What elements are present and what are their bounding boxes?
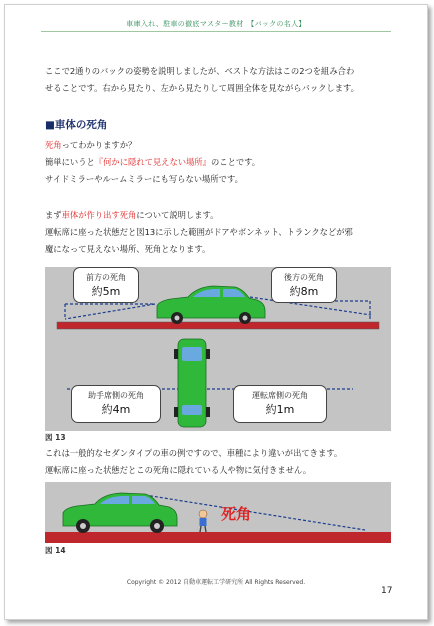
document-page: [4, 4, 428, 620]
note-line-1: これは一般的なセダンタイプの車の例ですので、車種により違いが出てきます。: [45, 448, 343, 458]
note-line-2: 運転席に座った状態だとこの死角に隠れている人や物に気付きません。: [45, 465, 312, 475]
page-header: 車庫入れ、駐車の徹底マスター教材 【バックの名人】: [126, 20, 306, 28]
car-top-icon: [174, 339, 210, 427]
sightline-dashed: [145, 495, 365, 530]
front-blindspot-label: [73, 267, 139, 303]
intro-line-1: ここで2通りのバックの姿勢を説明しましたが、ベストな方法はこの2つを組み合わ: [45, 66, 355, 76]
figure-13: [45, 267, 391, 431]
question-red: 死角: [45, 140, 62, 150]
note-paragraph: [45, 445, 395, 479]
car-side-icon: [157, 286, 265, 324]
explain-line-2: 魔になって見えない場所、死角となります。: [45, 244, 211, 254]
copyright-notice: Copyright © 2012 自動車運転工学研究所 All Rights Reserved.: [126, 579, 306, 586]
rear-blindspot-label: [271, 267, 337, 303]
definition-post: のことです。: [210, 157, 261, 167]
road-side: [57, 322, 379, 329]
explain-line-1: 運転席に座った状態だと図13に示した範囲がドアやボンネット、トランクなどが邪: [45, 227, 353, 237]
front-blindspot-title: 前方の死角: [86, 273, 126, 282]
passenger-side-blindspot-title: 助手席側の死角: [88, 391, 144, 400]
first-red: 車体が作り出す死角: [61, 210, 137, 220]
passenger-side-blindspot-label: [71, 385, 161, 423]
definition-red: 『何かに隠れて見えない場所』: [94, 157, 211, 167]
first-line: [45, 207, 395, 224]
blindspot-intro: [45, 137, 395, 188]
figure-13-caption: 図 13: [45, 433, 66, 442]
intro-line-2: せることです。右から見たり、左から見たりして周囲全体を見ながらバックします。: [45, 83, 359, 93]
definition-pre: 簡単にいうと: [45, 157, 95, 167]
question-rest: ってわかりますか？: [61, 140, 137, 150]
rear-blindspot-value: 約8m: [289, 285, 319, 298]
definition-line: [45, 154, 395, 171]
section-title: ■車体の死角: [45, 119, 108, 131]
rear-blindspot-title: 後方の死角: [284, 273, 324, 282]
driver-side-blindspot-label: [233, 385, 327, 423]
figure-14-drawing: [45, 482, 391, 543]
header-divider: [41, 31, 391, 32]
child-icon: [199, 510, 207, 532]
driver-side-blindspot-title: 運転席側の死角: [252, 391, 308, 400]
car-side-icon: [63, 493, 177, 533]
vehicle-blindspot-paragraph: [45, 207, 395, 258]
driver-side-blindspot-value: 約1m: [265, 403, 295, 416]
road-figure-14: [45, 532, 391, 543]
passenger-side-blindspot-value: 約4m: [101, 403, 131, 416]
first-post: について説明します。: [136, 210, 219, 220]
blindspot-label-fig14: 死角: [221, 505, 252, 523]
first-pre: まず: [45, 210, 62, 220]
figure-14-caption: 図 14: [45, 546, 66, 555]
page-number: 17: [381, 586, 393, 596]
front-blindspot-value: 約5m: [91, 285, 121, 298]
question-line: [45, 137, 395, 154]
figure-14: [45, 482, 391, 543]
intro-paragraph: [45, 63, 395, 97]
mirror-line: サイドミラーやルームミラーにも写らない場所です。: [45, 174, 243, 184]
